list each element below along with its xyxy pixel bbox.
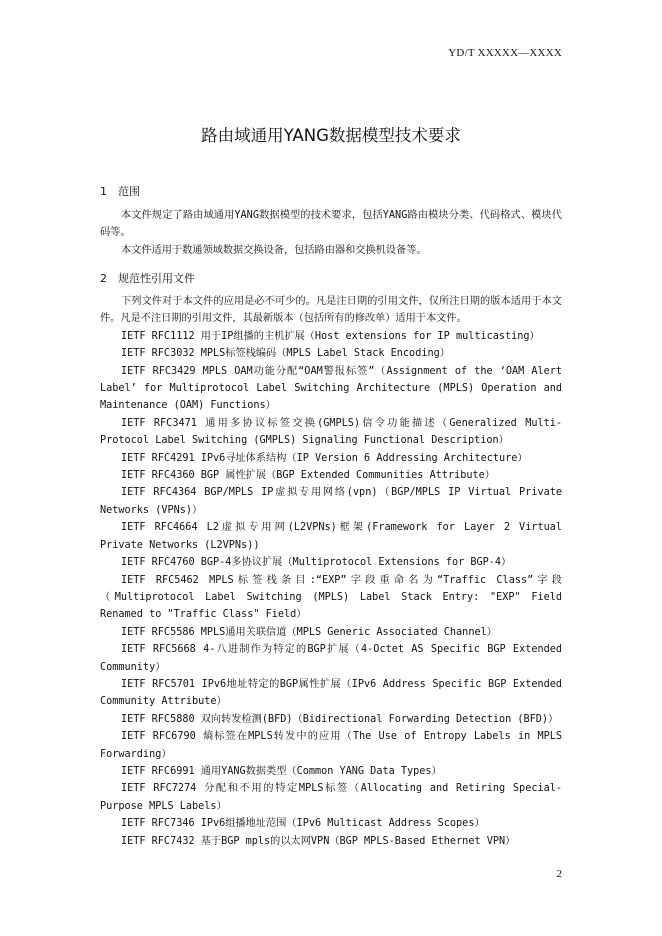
paragraph: 本文件适用于数通领域数据交换设备，包括路由器和交换机设备等。 [121,244,427,256]
section-1-heading [100,183,140,199]
reference-item: IETF RFC6790 熵标签在MPLS转发中的应用（The Use of Entropy Labels in MPLS Forwarding） [100,731,562,760]
reference-item: IETF RFC1112 用于IP组播的主机扩展（Host extensions for IP multicasting） [121,330,540,342]
reference-item: IETF RFC5462 MPLS标签栈条目:“EXP”字段重命名为“Traffic Class”字段（Multiprotocol Label Switching (MPLS) Label Stack Entry: "EXP" Field Renamed to "Traffic Class" Field） [100,574,562,621]
reference-item: IETF RFC7274 分配和不用的特定MPLS标签（Allocating and Retiring Special-Purpose MPLS Labels） [100,783,562,812]
section-1-body [100,207,562,259]
section-2-body [100,293,562,850]
reference-item: IETF RFC5880 双向转发检测(BFD)（Bidirectional Forwarding Detection (BFD)） [121,713,559,725]
section-title: 范围 [118,185,140,198]
page-number: 2 [556,868,562,880]
reference-item: IETF RFC4364 BGP/MPLS IP虚拟专用网络(vpn)（BGP/MPLS IP Virtual Private Networks (VPNs)） [100,487,562,516]
reference-item: IETF RFC4760 BGP-4多协议扩展（Multiprotocol Extensions for BGP-4） [121,557,512,569]
reference-list [100,328,562,850]
reference-item: IETF RFC3471 通用多协议标签交换(GMPLS)信令功能描述（Generalized Multi-Protocol Label Switching (GMPLS) Signaling Functional Description） [100,417,562,447]
reference-item: IETF RFC3429 MPLS OAM功能分配“OAM警报标签”（Assignment of the ‘OAM Alert Label’ for Multiprotocol Label Switching Architecture (MPLS) Operation and Maintenance (OAM) Functions） [100,365,562,412]
reference-item: IETF RFC4664 L2虚拟专用网(L2VPNs)框架(Framework for Layer 2 Virtual Private Networks (L2VPNs)) [100,522,562,551]
reference-item: IETF RFC5586 MPLS通用关联信道（MPLS Generic Associated Channel） [121,626,497,638]
document-code-header: YD/T XXXXX—XXXX [448,47,562,59]
paragraph: 下列文件对于本文件的应用是必不可少的。凡是注日期的引用文件，仅所注日期的版本适用于本文件。凡是不注日期的引用文件，其最新版本（包括所有的修改单）适用于本文件。 [100,296,562,325]
reference-item: IETF RFC5701 IPv6地址特定的BGP属性扩展（IPv6 Address Specific BGP Extended Community Attribute） [100,678,562,708]
reference-item: IETF RFC6991 通用YANG数据类型（Common YANG Data Types） [121,765,442,777]
reference-item: IETF RFC4291 IPv6寻址体系结构（IP Version 6 Addressing Architecture） [121,452,528,464]
section-number: 1 [100,185,107,198]
reference-item: IETF RFC7432 基于BGP mpls的以太网VPN（BGP MPLS-Based Ethernet VPN） [121,835,516,847]
paragraph: 本文件规定了路由域通用YANG数据模型的技术要求，包括YANG路由模块分类、代码格式、模块代码等。 [100,210,562,239]
reference-item: IETF RFC7346 IPv6组播地址范围（IPv6 Multicast Address Scopes） [121,818,485,830]
section-title: 规范性引用文件 [118,272,195,285]
section-number: 2 [100,272,107,285]
reference-item: IETF RFC4360 BGP 属性扩展（BGP Extended Communities Attribute） [121,470,495,482]
document-title: 路由域通用YANG数据模型技术要求 [201,126,461,145]
reference-item: IETF RFC5668 4-八进制作为特定的BGP扩展（4-Octet AS Specific BGP Extended Community） [100,644,562,673]
reference-item: IETF RFC3032 MPLS标签栈编码（MPLS Label Stack Encoding） [121,348,450,360]
section-2-heading [100,270,195,286]
